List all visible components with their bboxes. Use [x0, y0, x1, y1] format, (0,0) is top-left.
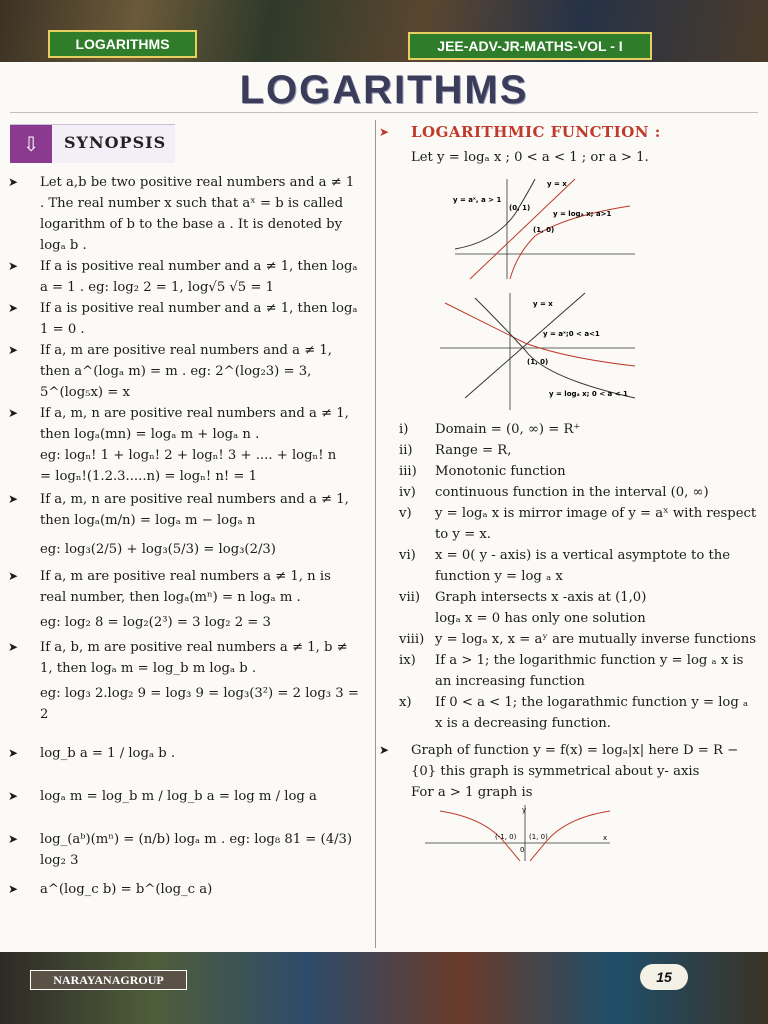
property-text: x = 0( y - axis) is a vertical asymptote to the function y = log ₐ x	[435, 548, 731, 584]
list-item: ➤ log_(aᵇ)(mⁿ) = (n/b) logₐ m . eg: log₈ 81 = (4/3) log₂ 3	[14, 829, 360, 871]
chapter-tag: LOGARITHMS	[48, 30, 197, 58]
list-item: ➤ If a is positive real number and a ≠ 1, then logₐ 1 = 0 .	[14, 298, 360, 340]
property-text: Graph intersects x -axis at (1,0)	[435, 590, 647, 605]
property-number: iii)	[399, 464, 417, 479]
graph1-label-yx: y = x	[547, 180, 567, 188]
title-rule	[10, 112, 758, 113]
property-number: ii)	[399, 443, 413, 458]
property-text: continuous function in the interval (0, ∞)	[435, 485, 709, 500]
graph2-label-exp: y = aˣ;0 < a<1	[543, 330, 600, 338]
list-item: ➤ If a, m are positive real numbers a ≠ 1, n is real number, then logₐ(mⁿ) = n logₐ m .	[14, 566, 360, 608]
property-row	[385, 440, 757, 461]
graph-note: ➤ Graph of function y = f(x) = logₐ|x| here D = R − {0} this graph is symmetrical about y- axis	[385, 740, 757, 782]
synopsis-label: SYNOPSIS	[64, 133, 167, 152]
property-text: If a > 1; the logarithmic function y = log ₐ x is an increasing function	[435, 653, 744, 689]
property-number: vii)	[399, 590, 421, 605]
example-line: eg: logₙ! 1 + logₙ! 2 + logₙ! 3 + .... + logₙ! n	[40, 448, 337, 463]
property-row	[385, 650, 757, 692]
section-heading: ➤ LOGARITHMIC FUNCTION :	[385, 122, 757, 143]
property-text: Range = R,	[435, 443, 512, 458]
list-item: ➤ Let a,b be two positive real numbers and a ≠ 1 . The real number x such that aˣ = b is called logarithm of b to the base a . It is denoted by logₐ b .	[14, 172, 360, 256]
volume-tag: JEE-ADV-JR-MATHS-VOL - I	[408, 32, 652, 60]
graph2-label-10: (1, 0)	[527, 358, 549, 366]
list-item: ➤ a^(log_c b) = b^(log_c a)	[14, 879, 360, 900]
graph1-label-log: y = logₐ x; a>1	[553, 210, 612, 218]
list-item: ➤ If a, m are positive real numbers and a ≠ 1, then a^(logₐ m) = m . eg: 2^(log₂3) = 3, 5^(log₅x) = x	[14, 340, 360, 403]
property-row	[385, 587, 757, 608]
list-item: ➤ If a, b, m are positive real numbers a ≠ 1, b ≠ 1, then logₐ m = log_b m logₐ b .	[14, 637, 360, 679]
list-item: ➤ log_b a = 1 / logₐ b .	[14, 743, 360, 764]
property-number: x)	[399, 695, 412, 710]
synopsis-heading	[10, 124, 175, 163]
property-text: y = logₐ x is mirror image of y = aˣ with respect to y = x.	[435, 506, 757, 542]
property-row	[385, 629, 757, 650]
column-divider	[375, 120, 376, 948]
brand-logo: NARAYANAGROUP	[30, 970, 187, 990]
property-text: Monotonic function	[435, 464, 566, 479]
property-number: iv)	[399, 485, 416, 500]
property-row	[385, 461, 757, 482]
property-row	[385, 482, 757, 503]
graph3-label-m10: (-1, 0)	[495, 833, 517, 841]
header-banner	[0, 0, 768, 62]
property-row	[385, 692, 757, 734]
right-column	[385, 122, 757, 861]
property-number: v)	[399, 506, 412, 521]
example-line: = logₙ!(1.2.3.....n) = logₙ! n! = 1	[40, 469, 257, 484]
left-column	[14, 172, 360, 900]
property-row	[385, 545, 757, 587]
example-line: eg: log₂ 8 = log₂(2³) = 3 log₂ 2 = 3	[40, 615, 271, 630]
graph1-label-01: (0, 1)	[509, 204, 531, 212]
property-row	[385, 419, 757, 440]
graph3-label-x: x	[603, 834, 608, 842]
intro-text: Let y = logₐ x ; 0 < a < 1 ; or a > 1.	[411, 150, 649, 165]
graph1-label-10: (1, 0)	[533, 226, 555, 234]
example-line: eg: log₃(2/5) + log₃(5/3) = log₃(2/3)	[40, 542, 276, 557]
list-item: ➤ If a, m, n are positive real numbers and a ≠ 1, then logₐ(m/n) = logₐ m − logₐ n	[14, 489, 360, 531]
graph1-label-exp: y = aˣ, a > 1	[453, 196, 502, 204]
property-text: Domain = (0, ∞) = R⁺	[435, 422, 581, 437]
property-row	[385, 503, 757, 545]
graph3-label-y: y	[522, 806, 527, 814]
page-number: 15	[640, 964, 688, 990]
property-number: viii)	[399, 632, 425, 647]
graph-log-decreasing	[435, 288, 645, 413]
list-item: ➤ If a is positive real number and a ≠ 1, then logₐ a = 1 . eg: log₂ 2 = 1, log√5 √5 = 1	[14, 256, 360, 298]
list-item: ➤ logₐ m = log_b m / log_b a = log m / log a	[14, 786, 360, 807]
page-title: LOGARITHMS	[239, 68, 529, 112]
graph2-label-log: y = logₐ x; 0 < a < 1	[549, 390, 628, 398]
graph3-label-10: (1, 0)	[529, 833, 548, 841]
list-item: ➤ If a, m, n are positive real numbers and a ≠ 1, then logₐ(mn) = logₐ m + logₐ n .	[14, 403, 360, 445]
property-text: y = logₐ x, x = aʸ are mutually inverse functions	[435, 632, 756, 647]
graph2-label-yx: y = x	[533, 300, 553, 308]
property-number: i)	[399, 422, 409, 437]
down-arrow-icon: ⇩	[10, 125, 52, 163]
property-text: logₐ x = 0 has only one solution	[435, 611, 646, 626]
graph-log-increasing	[435, 174, 645, 284]
graph3-label-0: 0	[520, 846, 525, 854]
property-text: If 0 < a < 1; the logarathmic function y = log ₐ x is a decreasing function.	[435, 695, 749, 731]
graph-note-2: For a > 1 graph is	[411, 785, 533, 800]
property-row	[385, 608, 757, 629]
graph-log-abs	[425, 803, 625, 861]
property-number: vi)	[399, 548, 416, 563]
footer-banner	[0, 952, 768, 1024]
property-number: ix)	[399, 653, 416, 668]
example-line: eg: log₃ 2.log₂ 9 = log₃ 9 = log₃(3²) = 2 log₃ 3 = 2	[40, 686, 359, 722]
